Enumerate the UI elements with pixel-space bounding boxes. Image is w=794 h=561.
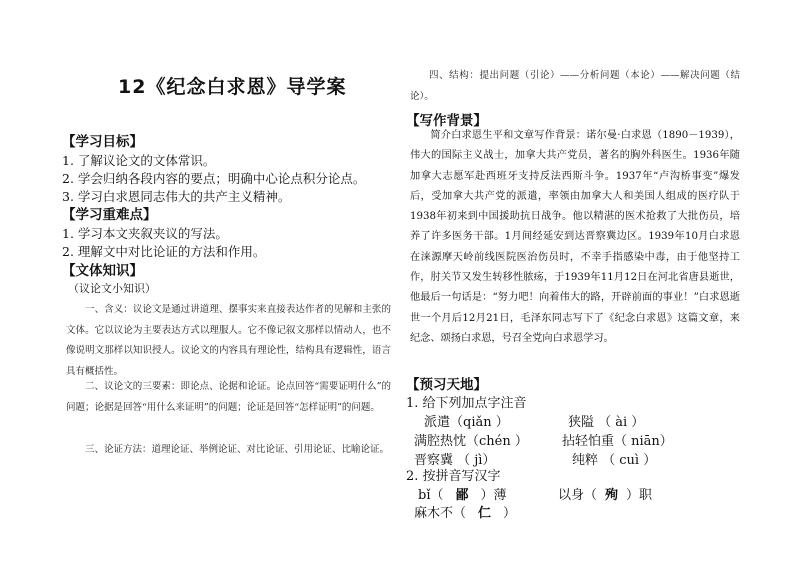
key-points-heading: 【学习重难点】 xyxy=(62,207,157,223)
hanzi-suffix: ）薄 xyxy=(480,488,507,503)
style-paragraph-3: 三、论证方法：道理论证、举例论证、对比论证、引用论证、比喻论证。 xyxy=(85,444,390,455)
hanzi-item xyxy=(418,484,507,503)
goal-item-3: 3. 学习白求恩同志伟大的共产主义精神。 xyxy=(62,189,291,204)
hanzi-answer: 鄙 xyxy=(455,488,469,503)
hanzi-prefix: 麻木不（ xyxy=(414,506,467,521)
pinyin-item: 派遣（qiǎn ） xyxy=(424,415,509,430)
style-knowledge-subheading: （议论文小知识） xyxy=(68,282,156,295)
goals-heading: 【学习目标】 xyxy=(62,134,143,150)
pinyin-item: 纯粹 （ cuì ） xyxy=(572,453,657,468)
hanzi-suffix: ）职 xyxy=(626,488,653,503)
hanzi-suffix: ） xyxy=(503,506,517,521)
hanzi-answer: 殉 xyxy=(605,488,619,503)
goal-item-1: 1. 了解议论文的文体常识。 xyxy=(62,153,216,168)
key-point-item-2: 2. 理解文中对比论证的方法和作用。 xyxy=(62,244,266,259)
pinyin-item: 晋察冀 （ jì） xyxy=(414,453,496,468)
style-knowledge-heading: 【文体知识】 xyxy=(62,263,143,279)
preview-question-1: 1. 给下列加点字注音 xyxy=(406,396,527,411)
hanzi-item xyxy=(414,502,516,521)
page-title: 12《纪念白求恩》导学案 xyxy=(118,76,347,98)
background-heading: 【写作背景】 xyxy=(406,113,487,129)
pinyin-item: 拈轻怕重（ niān） xyxy=(562,434,673,449)
style-paragraph-2: 二、议论文的三要素：即论点、论据和论证。论点回答“需要证明什么”的问题；论据是回答“用什么来证明”的问题；论证是回答“怎样证明”的问题。 xyxy=(66,381,391,413)
key-point-item-1: 1. 学习本文夹叙夹议的写法。 xyxy=(62,226,228,241)
preview-question-2: 2. 按拼音写汉字 xyxy=(406,469,501,484)
hanzi-prefix: 以身（ xyxy=(558,488,598,503)
hanzi-item xyxy=(558,484,652,503)
background-text: 简介白求恩生平和文章写作背景：诺尔曼·白求恩（1890－1939），伟大的国际主义战士，加拿大共产党员，著名的胸外科医生。1936年随加拿大志愿军赴西班牙支持反法西斯斗争。1937年“卢沟桥事变”爆发后，受加拿大共产党的派遣，率领由加拿大人和美国人组成的医疗队于1938年初来到中国援助抗日战争。他以精湛的医术抢救了大批伤员，培养了许多医务干部。1月间经延安到达晋察冀边区。1939年10月白求恩在涞源摩天岭前线医院医治伤员时，不幸手指感染中毒，由于他坚持工作，肘关节又发生转移性脓疡，于1939年11月12日在河北省唐县逝世，他最后一句话是：“努力吧！向着伟大的路，开辟前面的事业！”白求恩逝世一个月后12月21日，毛泽东同志写下了《纪念白求恩》这篇文章，来纪念、颂扬白求恩，号召全党向白求恩学习。 xyxy=(410,130,740,344)
pinyin-item: 满腔热忱（chén ） xyxy=(414,434,528,449)
preview-heading: 【预习天地】 xyxy=(406,377,487,393)
hanzi-prefix: bǐ（ xyxy=(418,488,444,503)
goal-item-2: 2. 学会归纳各段内容的要点；明确中心论点积分论点。 xyxy=(62,171,366,186)
style-paragraph-4: 四、结构：提出问题（引论）——分析问题（本论）——解决问题（结论）。 xyxy=(410,70,740,102)
style-paragraph-1: 一、含义：议论文是通过讲道理、摆事实来直接表达作者的见解和主张的文体。它以议论为主要表达方式以理服人。它不像记叙文那样以情动人，也不像说明文那样以知识授人。议论文的内容具有理论性，结构具有逻辑性，语言具有概括性。 xyxy=(66,304,391,377)
pinyin-item: 狭隘 （ ài ） xyxy=(568,415,645,430)
hanzi-answer: 仁 xyxy=(478,506,492,521)
